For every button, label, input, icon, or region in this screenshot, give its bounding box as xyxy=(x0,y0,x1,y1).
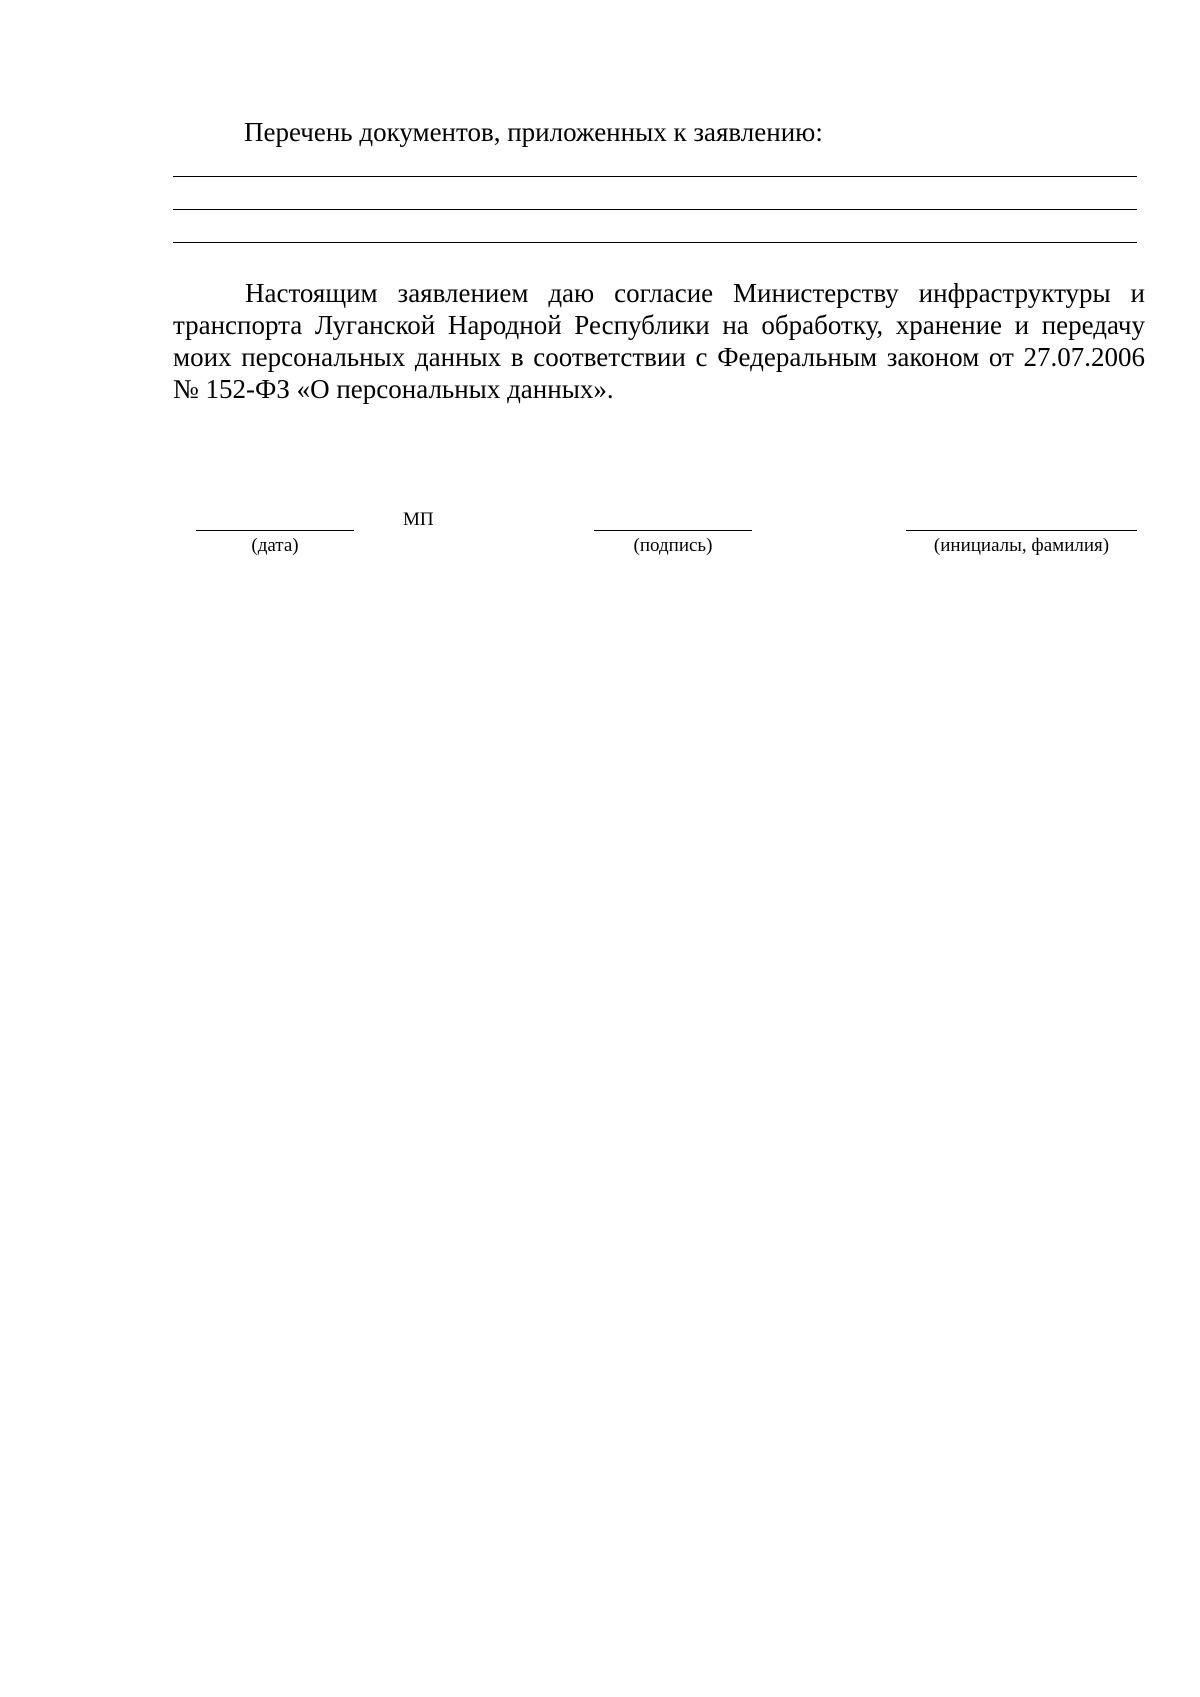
attachment-line-3 xyxy=(173,242,1137,243)
consent-paragraph: Настоящим заявлением даю согласие Министерству инфраструктуры и транспорта Луганской Народной Республики на обработку, хранение и передачу моих персональных данных в соответствии с Федеральным законом от 27.07.2006 № 152-ФЗ «О персональных данных». xyxy=(173,278,1145,404)
signature-line xyxy=(594,530,752,531)
name-line xyxy=(906,530,1137,531)
signature-caption: (подпись) xyxy=(633,535,713,556)
stamp-label: МП xyxy=(403,509,434,530)
date-caption: (дата) xyxy=(251,535,299,556)
name-caption: (инициалы, фамилия) xyxy=(933,535,1110,556)
attachments-heading: Перечень документов, приложенных к заявлению: xyxy=(244,117,823,147)
date-line xyxy=(196,530,354,531)
attachment-line-2 xyxy=(173,209,1137,210)
attachment-line-1 xyxy=(173,176,1137,177)
